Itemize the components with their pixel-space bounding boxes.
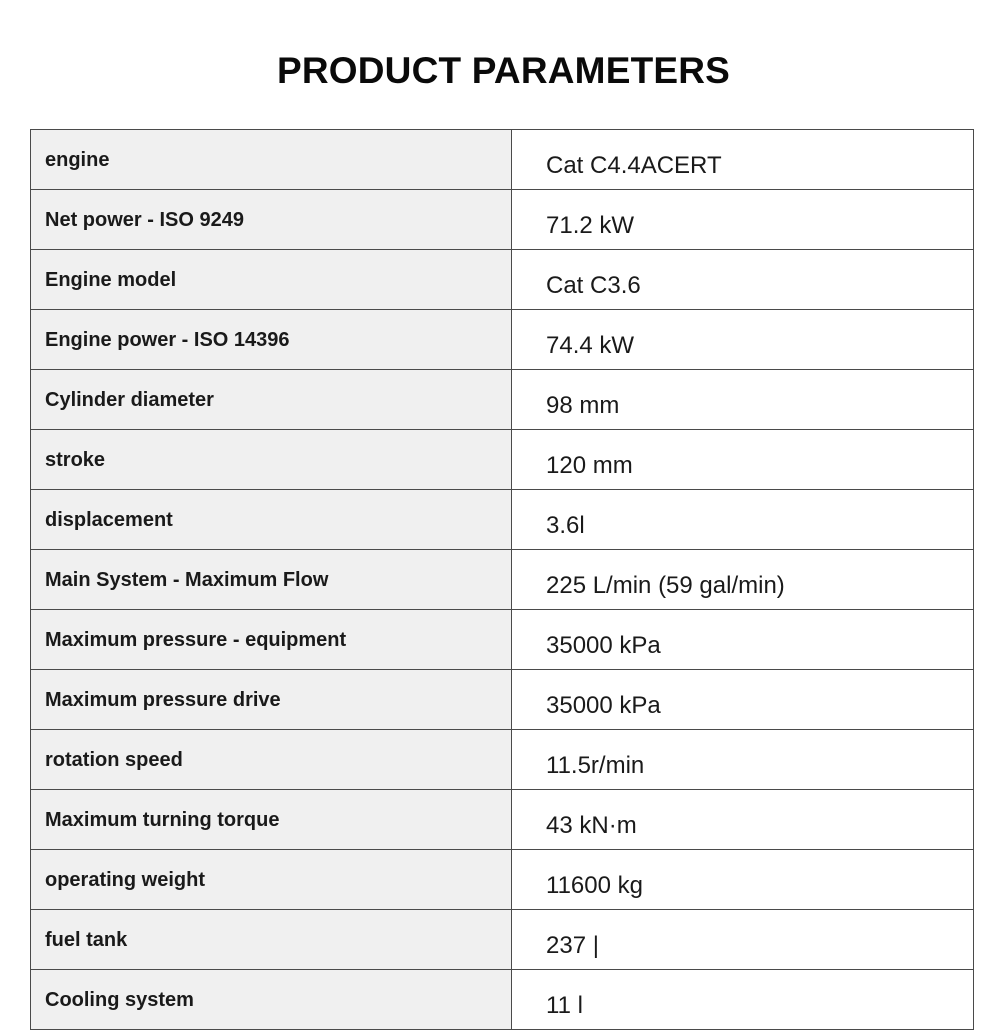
parameter-label: displacement: [31, 490, 512, 550]
parameter-label: Maximum pressure - equipment: [31, 610, 512, 670]
parameter-label: Engine power - ISO 14396: [31, 310, 512, 370]
parameter-label: rotation speed: [31, 730, 512, 790]
table-row: [31, 610, 974, 670]
parameter-label: Maximum turning torque: [31, 790, 512, 850]
parameter-value: 35000 kPa: [512, 670, 974, 730]
parameter-label: engine: [31, 130, 512, 190]
parameter-value: 35000 kPa: [512, 610, 974, 670]
parameter-label: Cooling system: [31, 970, 512, 1030]
parameter-value: 98 mm: [512, 370, 974, 430]
parameter-value: 74.4 kW: [512, 310, 974, 370]
parameter-value: Cat C3.6: [512, 250, 974, 310]
parameter-value: 43 kN·m: [512, 790, 974, 850]
parameter-value: 225 L/min (59 gal/min): [512, 550, 974, 610]
table-row: [31, 730, 974, 790]
table-row: [31, 250, 974, 310]
table-row: [31, 370, 974, 430]
parameter-value: 11 l: [512, 970, 974, 1030]
parameter-label: Main System - Maximum Flow: [31, 550, 512, 610]
parameter-label: Maximum pressure drive: [31, 670, 512, 730]
table-row: [31, 910, 974, 970]
table-row: [31, 970, 974, 1030]
table-row: [31, 190, 974, 250]
table-row: [31, 550, 974, 610]
table-row: [31, 790, 974, 850]
parameter-value: 120 mm: [512, 430, 974, 490]
parameters-table: [30, 129, 974, 1030]
parameter-label: Cylinder diameter: [31, 370, 512, 430]
table-row: [31, 430, 974, 490]
parameter-value: 11.5r/min: [512, 730, 974, 790]
parameter-label: stroke: [31, 430, 512, 490]
parameter-label: operating weight: [31, 850, 512, 910]
parameter-value: 237 |: [512, 910, 974, 970]
parameter-label: Engine model: [31, 250, 512, 310]
table-row: [31, 490, 974, 550]
parameter-value: 3.6l: [512, 490, 974, 550]
table-row: [31, 670, 974, 730]
table-row: [31, 310, 974, 370]
parameter-value: 71.2 kW: [512, 190, 974, 250]
parameter-label: fuel tank: [31, 910, 512, 970]
parameter-value: Cat C4.4ACERT: [512, 130, 974, 190]
parameter-value: 11600 kg: [512, 850, 974, 910]
parameter-label: Net power - ISO 9249: [31, 190, 512, 250]
page-title: PRODUCT PARAMETERS: [276, 50, 731, 91]
parameters-table-body: [31, 130, 974, 1030]
table-row: [31, 850, 974, 910]
table-row: [31, 130, 974, 190]
